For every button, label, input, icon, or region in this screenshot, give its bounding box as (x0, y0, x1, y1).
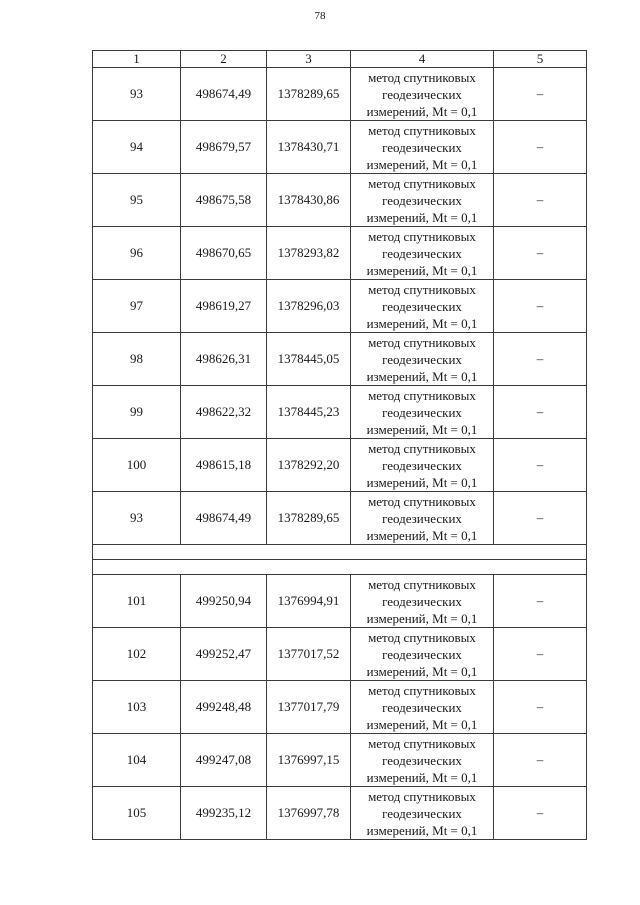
method-line: геодезических (382, 752, 462, 768)
header-col-5: 5 (494, 51, 587, 68)
x-coordinate-cell: 498674,49 (181, 492, 267, 545)
header-col-4: 4 (351, 51, 494, 68)
col5-cell: – (494, 280, 587, 333)
method-line: измерений, Mt = 0,1 (366, 474, 478, 490)
x-coordinate-cell: 498675,58 (181, 174, 267, 227)
table-row (93, 227, 587, 280)
header-col-2: 2 (181, 51, 267, 68)
method-line: геодезических (382, 805, 462, 821)
point-number-cell: 93 (93, 492, 181, 545)
method-line: измерений, Mt = 0,1 (366, 822, 478, 838)
x-coordinate-cell: 498619,27 (181, 280, 267, 333)
point-number-cell: 96 (93, 227, 181, 280)
separator-row (93, 560, 587, 575)
col5-cell: – (494, 121, 587, 174)
header-col-3: 3 (267, 51, 351, 68)
coordinates-table (92, 50, 587, 840)
col5-cell: – (494, 734, 587, 787)
method-cell (351, 386, 494, 439)
col5-cell: – (494, 628, 587, 681)
method-line: измерений, Mt = 0,1 (366, 716, 478, 732)
method-cell (351, 787, 494, 840)
method-line: геодезических (382, 139, 462, 155)
method-line: метод спутниковых (368, 122, 476, 138)
y-coordinate-cell: 1378296,03 (267, 280, 351, 333)
method-line: метод спутниковых (368, 69, 476, 85)
separator-cell (93, 545, 587, 560)
method-line: метод спутниковых (368, 682, 476, 698)
table-row (93, 575, 587, 628)
method-line: метод спутниковых (368, 228, 476, 244)
col5-cell: – (494, 492, 587, 545)
method-line: геодезических (382, 646, 462, 662)
y-coordinate-cell: 1378289,65 (267, 492, 351, 545)
x-coordinate-cell: 498674,49 (181, 68, 267, 121)
table-row (93, 681, 587, 734)
method-line: измерений, Mt = 0,1 (366, 368, 478, 384)
method-line: метод спутниковых (368, 387, 476, 403)
point-number-cell: 102 (93, 628, 181, 681)
method-line: измерений, Mt = 0,1 (366, 663, 478, 679)
method-line: геодезических (382, 298, 462, 314)
method-cell (351, 121, 494, 174)
table-row (93, 734, 587, 787)
col5-cell: – (494, 439, 587, 492)
col5-cell: – (494, 681, 587, 734)
method-line: метод спутниковых (368, 735, 476, 751)
method-cell (351, 439, 494, 492)
y-coordinate-cell: 1378430,71 (267, 121, 351, 174)
y-coordinate-cell: 1376997,78 (267, 787, 351, 840)
method-line: геодезических (382, 86, 462, 102)
method-line: геодезических (382, 192, 462, 208)
method-line: геодезических (382, 404, 462, 420)
page-number: 78 (314, 10, 326, 22)
method-line: измерений, Mt = 0,1 (366, 527, 478, 543)
table-row (93, 174, 587, 227)
table-row (93, 121, 587, 174)
col5-cell: – (494, 787, 587, 840)
method-cell (351, 492, 494, 545)
x-coordinate-cell: 498615,18 (181, 439, 267, 492)
table-row (93, 787, 587, 840)
col5-cell: – (494, 333, 587, 386)
col5-cell: – (494, 227, 587, 280)
method-line: геодезических (382, 699, 462, 715)
y-coordinate-cell: 1378445,05 (267, 333, 351, 386)
table-row (93, 386, 587, 439)
method-line: геодезических (382, 593, 462, 609)
method-cell (351, 280, 494, 333)
table-row (93, 439, 587, 492)
header-col-1: 1 (93, 51, 181, 68)
table-row (93, 628, 587, 681)
method-line: метод спутниковых (368, 281, 476, 297)
x-coordinate-cell: 499252,47 (181, 628, 267, 681)
point-number-cell: 101 (93, 575, 181, 628)
point-number-cell: 93 (93, 68, 181, 121)
method-line: метод спутниковых (368, 440, 476, 456)
table-row (93, 68, 587, 121)
point-number-cell: 99 (93, 386, 181, 439)
method-line: метод спутниковых (368, 493, 476, 509)
y-coordinate-cell: 1378430,86 (267, 174, 351, 227)
table-body (93, 68, 587, 840)
method-line: метод спутниковых (368, 175, 476, 191)
y-coordinate-cell: 1378445,23 (267, 386, 351, 439)
method-cell (351, 227, 494, 280)
method-line: измерений, Mt = 0,1 (366, 262, 478, 278)
table-row (93, 492, 587, 545)
col5-cell: – (494, 174, 587, 227)
col5-cell: – (494, 386, 587, 439)
y-coordinate-cell: 1378292,20 (267, 439, 351, 492)
x-coordinate-cell: 499248,48 (181, 681, 267, 734)
method-line: метод спутниковых (368, 788, 476, 804)
method-line: измерений, Mt = 0,1 (366, 315, 478, 331)
method-cell (351, 68, 494, 121)
point-number-cell: 95 (93, 174, 181, 227)
point-number-cell: 94 (93, 121, 181, 174)
col5-cell: – (494, 575, 587, 628)
method-line: метод спутниковых (368, 576, 476, 592)
method-line: измерений, Mt = 0,1 (366, 209, 478, 225)
point-number-cell: 100 (93, 439, 181, 492)
method-cell (351, 734, 494, 787)
point-number-cell: 105 (93, 787, 181, 840)
x-coordinate-cell: 498679,57 (181, 121, 267, 174)
y-coordinate-cell: 1378293,82 (267, 227, 351, 280)
separator-row (93, 545, 587, 560)
x-coordinate-cell: 499247,08 (181, 734, 267, 787)
y-coordinate-cell: 1377017,52 (267, 628, 351, 681)
method-line: геодезических (382, 245, 462, 261)
table-row (93, 333, 587, 386)
method-line: геодезических (382, 457, 462, 473)
method-line: метод спутниковых (368, 629, 476, 645)
point-number-cell: 98 (93, 333, 181, 386)
method-line: геодезических (382, 351, 462, 367)
point-number-cell: 97 (93, 280, 181, 333)
table-row (93, 280, 587, 333)
x-coordinate-cell: 499250,94 (181, 575, 267, 628)
method-line: геодезических (382, 510, 462, 526)
y-coordinate-cell: 1377017,79 (267, 681, 351, 734)
method-cell (351, 333, 494, 386)
method-cell (351, 628, 494, 681)
y-coordinate-cell: 1376994,91 (267, 575, 351, 628)
col5-cell: – (494, 68, 587, 121)
header-row (93, 51, 587, 68)
method-cell (351, 174, 494, 227)
method-line: метод спутниковых (368, 334, 476, 350)
x-coordinate-cell: 499235,12 (181, 787, 267, 840)
y-coordinate-cell: 1378289,65 (267, 68, 351, 121)
point-number-cell: 104 (93, 734, 181, 787)
x-coordinate-cell: 498622,32 (181, 386, 267, 439)
method-cell (351, 575, 494, 628)
method-line: измерений, Mt = 0,1 (366, 610, 478, 626)
method-line: измерений, Mt = 0,1 (366, 769, 478, 785)
method-line: измерений, Mt = 0,1 (366, 421, 478, 437)
method-cell (351, 681, 494, 734)
point-number-cell: 103 (93, 681, 181, 734)
method-line: измерений, Mt = 0,1 (366, 156, 478, 172)
separator-cell (93, 560, 587, 575)
method-line: измерений, Mt = 0,1 (366, 103, 478, 119)
y-coordinate-cell: 1376997,15 (267, 734, 351, 787)
x-coordinate-cell: 498626,31 (181, 333, 267, 386)
x-coordinate-cell: 498670,65 (181, 227, 267, 280)
